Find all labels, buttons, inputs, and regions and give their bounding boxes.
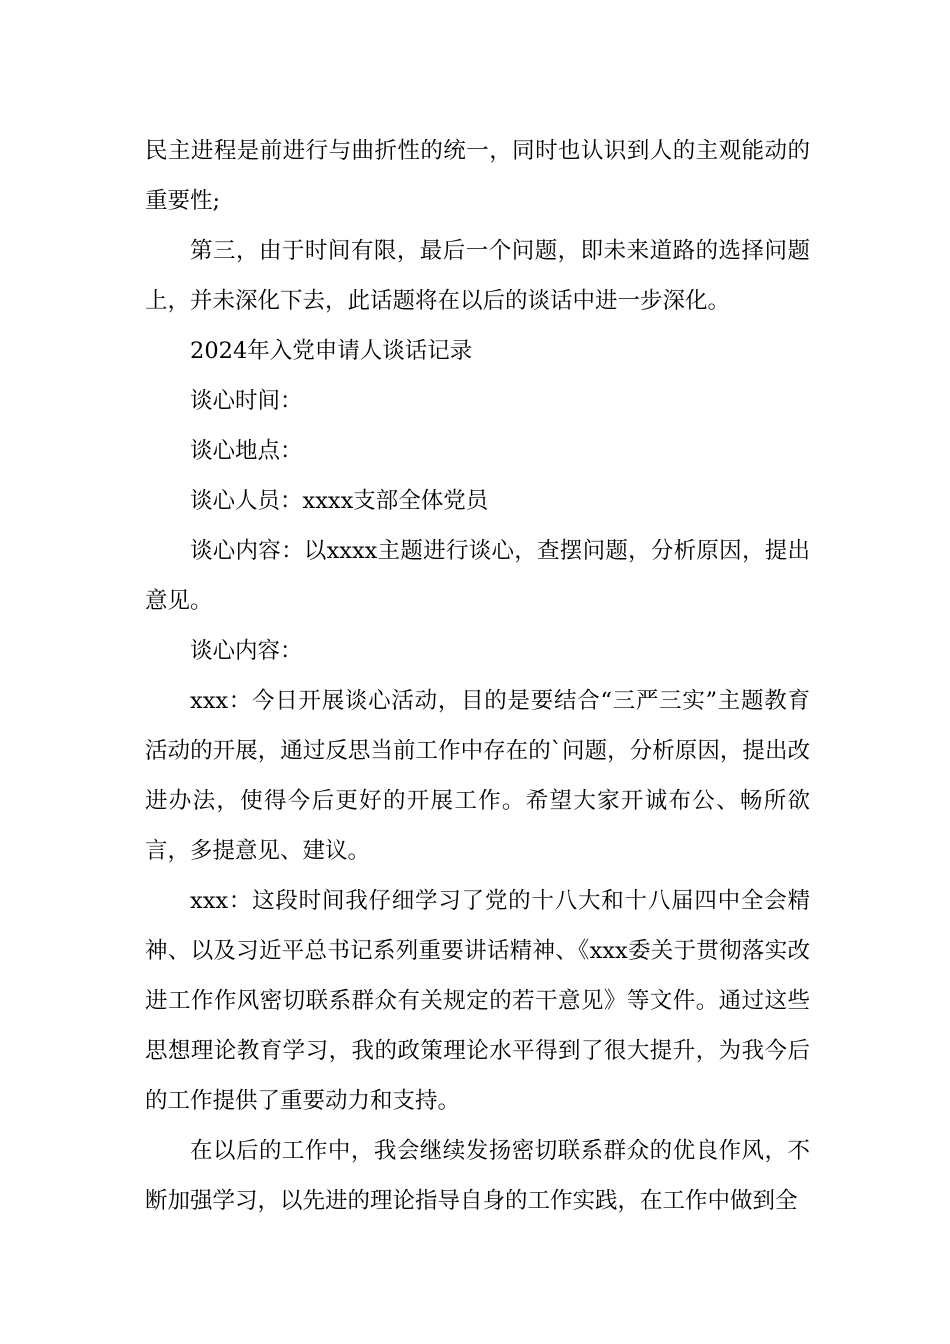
talk-location-field: 谈心地点： <box>190 438 303 464</box>
talk-content-heading: 谈心内容： <box>190 638 303 664</box>
talk-time-field: 谈心时间： <box>190 388 303 414</box>
document-title: 2024年入党申请人谈话记录 <box>190 338 473 364</box>
paragraph-continuation: 民主进程是前进行与曲折性的统一，同时也认识到人的主观能动的重要性; <box>145 138 810 214</box>
talk-participants-field: 谈心人员：xxxx支部全体党员 <box>190 488 489 514</box>
paragraph-third-point: 第三，由于时间有限，最后一个问题，即未来道路的选择问题上，并未深化下去，此话题将在以后的谈话中进一步深化。 <box>145 238 810 314</box>
talk-content-summary: 谈心内容：以xxxx主题进行谈心，查摆问题，分析原因，提出意见。 <box>145 538 810 614</box>
speaker-paragraph-1: xxx：今日开展谈心活动，目的是要结合“三严三实”主题教育活动的开展，通过反思当前工作中存在的`问题，分析原因，提出改进办法，使得今后更好的开展工作。希望大家开诚布公、畅所欲言，多提意见、建议。 <box>145 688 810 864</box>
speaker-paragraph-2: xxx：这段时间我仔细学习了党的十八大和十八届四中全会精神、以及习近平总书记系列重要讲话精神、《xxx委关于贯彻落实改进工作作风密切联系群众有关规定的若干意见》等文件。通过这些思想理论教育学习，我的政策理论水平得到了很大提升，为我今后的工作提供了重要动力和支持。 <box>145 888 810 1114</box>
closing-paragraph: 在以后的工作中，我会继续发扬密切联系群众的优良作风，不断加强学习，以先进的理论指导自身的工作实践，在工作中做到全 <box>145 1138 810 1214</box>
